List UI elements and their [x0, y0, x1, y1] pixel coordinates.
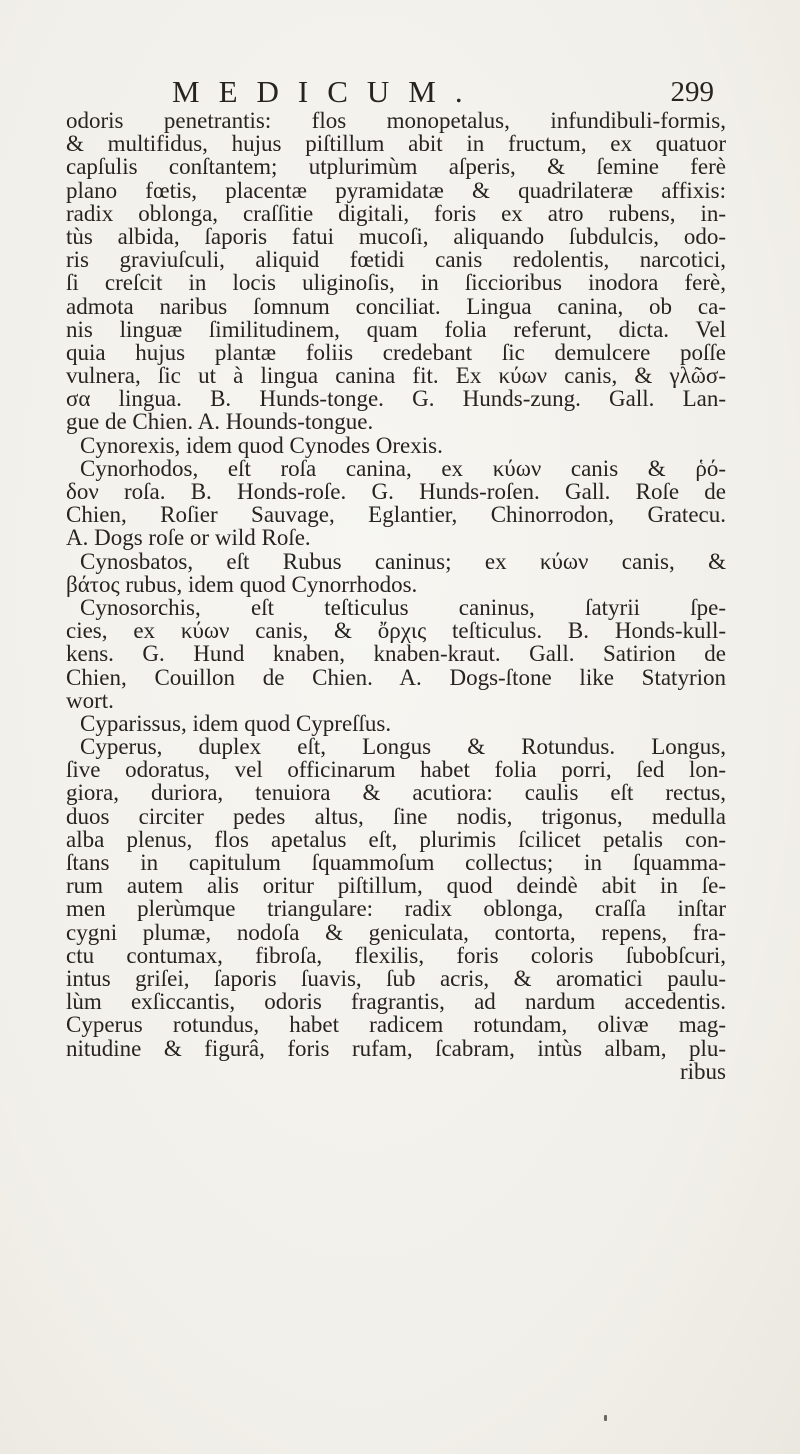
text-line: ſive odoratus, vel officinarum habet folia porri, ſed lon-: [66, 757, 726, 783]
text-line: wort.: [66, 687, 114, 713]
text-line: Cynorhodos, eſt roſa canina, ex κύων canis & ῥό-: [80, 455, 726, 481]
text-line: Chien, Roſier Sauvage, Eglantier, Chinorrodon, Gratecu.: [66, 502, 726, 528]
text-line: cies, ex κύων canis, & ὄρχις teſticulus. B. Honds-kull-: [66, 618, 726, 644]
ink-speck: [604, 1415, 607, 1421]
text-line: Cyperus rotundus, habet radicem rotundam, olivæ mag-: [66, 1012, 726, 1038]
text-line: ctu contumax, fibroſa, flexilis, foris coloris ſubobſcuri,: [66, 942, 726, 968]
text-line: ſtans in capitulum ſquammoſum collectus; in ſquamma-: [66, 850, 726, 875]
text-line: Cyperus, duplex eſt, Longus & Rotundus. Longus,: [80, 734, 726, 760]
text-line: quia hujus plantæ foliis credebant ſic demulcere poſſe: [66, 339, 726, 365]
text-line: lùm exſiccantis, odoris fragrantis, ad nardum accedentis.: [66, 989, 726, 1015]
text-line: radix oblonga, craſſitie digitali, foris ex atro rubens, in-: [66, 200, 726, 226]
text-line: A. Dogs roſe or wild Roſe.: [66, 525, 311, 551]
text-line: Cynosorchis, eſt teſticulus caninus, ſatyrii ſpe-: [80, 594, 726, 620]
text-line: nitudine & figurâ, foris rufam, ſcabram, intùs albam, plu-: [66, 1035, 726, 1061]
text-line: plano fœtis, placentæ pyramidatæ & quadrilateræ affixis:: [66, 177, 726, 203]
text-line: gue de Chien. A. Hounds-tongue.: [66, 409, 374, 435]
text-line: odoris penetrantis: flos monopetalus, infundibuli-formis,: [66, 108, 726, 133]
text-line: vulnera, ſic ut à lingua canina fit. Ex κύων canis, & γλῶσ-: [66, 363, 726, 389]
text-line: βάτος rubus, idem quod Cynorrhodos.: [66, 571, 418, 597]
running-title: MEDICUM.: [172, 74, 482, 109]
text-line: ſi creſcit in locis uliginoſis, in ſiccioribus inodora ferè,: [66, 270, 726, 296]
text-line: nis linguæ ſimilitudinem, quam folia referunt, dicta. Vel: [66, 316, 726, 342]
text-line: tùs albida, ſaporis fatui mucoſi, aliquando ſubdulcis, odo-: [66, 223, 726, 249]
text-line: & multifidus, hujus piſtillum abit in fructum, ex quatuor: [66, 131, 726, 157]
text-line: kens. G. Hund knaben, knaben-kraut. Gall. Satirion de: [66, 641, 726, 667]
text-line: Cynorexis, idem quod Cynodes Orexis.: [80, 432, 443, 458]
text-line: capſulis conſtantem; utplurimùm aſperis, & ſemine ferè: [66, 154, 726, 180]
text-line: alba plenus, flos apetalus eſt, plurimis ſcilicet petalis con-: [66, 826, 726, 852]
text-line: ris graviuſculi, aliquid fœtidi canis redolentis, narcotici,: [66, 247, 726, 273]
text-line: intus griſei, ſaporis ſuavis, ſub acris, & aromatici paulu-: [66, 965, 726, 991]
text-line: cygni plumæ, nodoſa & geniculata, contorta, repens, fra-: [66, 919, 726, 945]
text-line: Cynosbatos, eſt Rubus caninus; ex κύων canis, &: [80, 548, 726, 574]
text-line: Chien, Couillon de Chien. A. Dogs-ſtone like Statyrion: [66, 664, 726, 690]
text-line: men plerùmque triangulare: radix oblonga, craſſa inſtar: [66, 896, 726, 922]
text-line: giora, duriora, tenuiora & acutiora: caulis eſt rectus,: [66, 780, 726, 806]
text-line: ribus: [680, 1058, 726, 1084]
text-line: rum autem alis oritur piſtillum, quod deindè abit in ſe-: [66, 873, 726, 899]
text-line: σα lingua. B. Hunds-tonge. G. Hunds-zung. Gall. Lan-: [66, 386, 726, 412]
text-line: admota naribus ſomnum conciliat. Lingua canina, ob ca-: [66, 293, 726, 319]
running-head: [0, 72, 800, 112]
text-body: [66, 109, 726, 1083]
page-number: 299: [670, 76, 714, 108]
text-line: Cyparissus, idem quod Cypreſſus.: [80, 710, 392, 736]
text-line: δον roſa. B. Honds-roſe. G. Hunds-roſen. Gall. Roſe de: [66, 479, 726, 504]
text-line: duos circiter pedes altus, ſine nodis, trigonus, medulla: [66, 803, 726, 829]
